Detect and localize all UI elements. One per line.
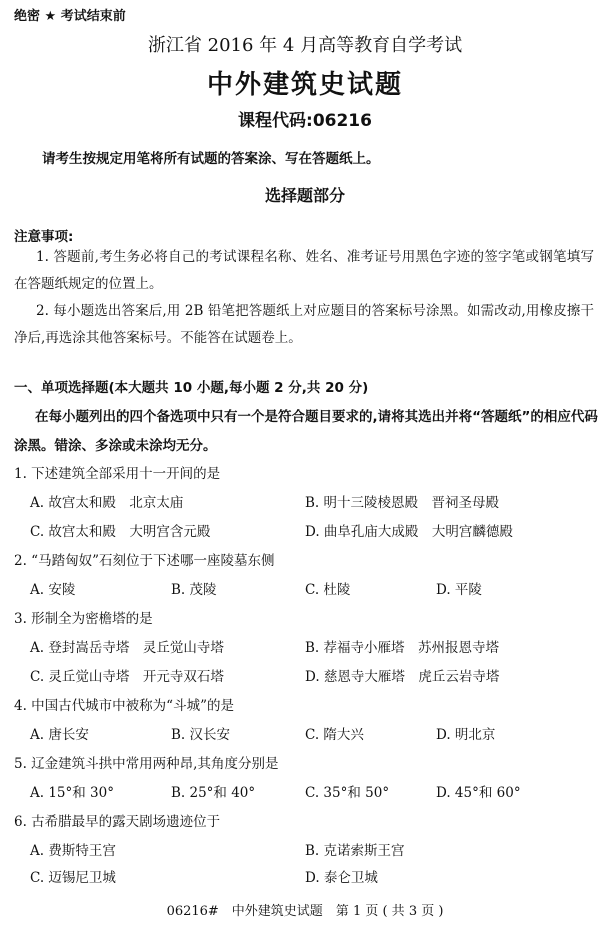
question-stem: 2. “马踏匈奴”石刻位于下述哪一座陵墓东侧 bbox=[14, 553, 275, 569]
option-b: B. 汉长安 bbox=[171, 727, 231, 743]
option-d: D. 曲阜孔庙大成殿 大明宫麟德殿 bbox=[305, 524, 513, 540]
question-stem: 1. 下述建筑全部采用十一开间的是 bbox=[14, 466, 221, 482]
option-b: B. 克诺索斯王宫 bbox=[305, 843, 405, 859]
option-c: C. 杜陵 bbox=[305, 582, 351, 598]
page-footer: 06216# 中外建筑史试题 第 1 页 ( 共 3 页 ) bbox=[166, 904, 444, 919]
answer-instruction: 请考生按规定用笔将所有试题的答案涂、写在答题纸上。 bbox=[42, 151, 380, 167]
option-b: B. 明十三陵棱恩殿 晋祠圣母殿 bbox=[305, 495, 500, 511]
option-c: C. 灵丘觉山寺塔 开元寺双石塔 bbox=[30, 669, 224, 685]
question-stem: 3. 形制全为密檐塔的是 bbox=[14, 611, 153, 627]
option-a: A. 15°和 30° bbox=[30, 785, 114, 801]
option-a: A. 费斯特王宫 bbox=[30, 843, 116, 859]
section-description: 在每小题列出的四个备选项中只有一个是符合题目要求的,请将其选出并将“答题纸”的相应代码涂黑。错涂、多涂或未涂均无分。 bbox=[14, 409, 598, 454]
option-a: A. 登封嵩岳寺塔 灵丘觉山寺塔 bbox=[30, 640, 224, 656]
note-item: 1. 答题前,考生务必将自己的考试课程名称、姓名、准考证号用黑色字迹的签字笔或钢笔填写在答题纸规定的位置上。 bbox=[14, 249, 594, 292]
option-a: A. 安陵 bbox=[30, 582, 76, 598]
option-d: D. 泰仑卫城 bbox=[305, 870, 378, 886]
question-stem: 6. 古希腊最早的露天剧场遗迹位于 bbox=[14, 814, 221, 830]
option-b: B. 荐福寺小雁塔 苏州报恩寺塔 bbox=[305, 640, 500, 656]
option-b: B. 25°和 40° bbox=[171, 785, 256, 801]
notes-heading: 注意事项: bbox=[14, 229, 74, 245]
subject-title: 中外建筑史试题 bbox=[206, 70, 403, 100]
confidential-mark: 绝密 ★ 考试结束前 bbox=[14, 9, 126, 24]
option-c: C. 35°和 50° bbox=[305, 785, 390, 801]
option-d: D. 平陵 bbox=[436, 582, 482, 598]
section-heading: 一、单项选择题(本大题共 10 小题,每小题 2 分,共 20 分) bbox=[14, 380, 369, 396]
option-a: A. 故宫太和殿 北京太庙 bbox=[30, 495, 184, 511]
exam-title: 浙江省 2016 年 4 月高等教育自学考试 bbox=[147, 35, 463, 56]
note-item: 2. 每小题选出答案后,用 2B 铅笔把答题纸上对应题目的答案标号涂黑。如需改动,用橡皮擦干净后,再选涂其他答案标号。不能答在试题卷上。 bbox=[14, 303, 594, 346]
question-stem: 5. 辽金建筑斗拱中常用两种昂,其角度分别是 bbox=[14, 756, 279, 772]
part-title: 选择题部分 bbox=[264, 186, 345, 205]
option-c: C. 故宫太和殿 大明宫含元殿 bbox=[30, 524, 211, 540]
course-code: 课程代码:06216 bbox=[238, 111, 372, 131]
option-d: D. 明北京 bbox=[436, 727, 496, 743]
option-d: D. 慈恩寺大雁塔 虎丘云岩寺塔 bbox=[305, 669, 500, 685]
option-a: A. 唐长安 bbox=[30, 727, 89, 743]
option-c: C. 隋大兴 bbox=[305, 727, 364, 743]
option-b: B. 茂陵 bbox=[171, 582, 217, 598]
option-c: C. 迈锡尼卫城 bbox=[30, 870, 116, 886]
option-d: D. 45°和 60° bbox=[436, 785, 521, 801]
question-stem: 4. 中国古代城市中被称为“斗城”的是 bbox=[14, 698, 234, 714]
